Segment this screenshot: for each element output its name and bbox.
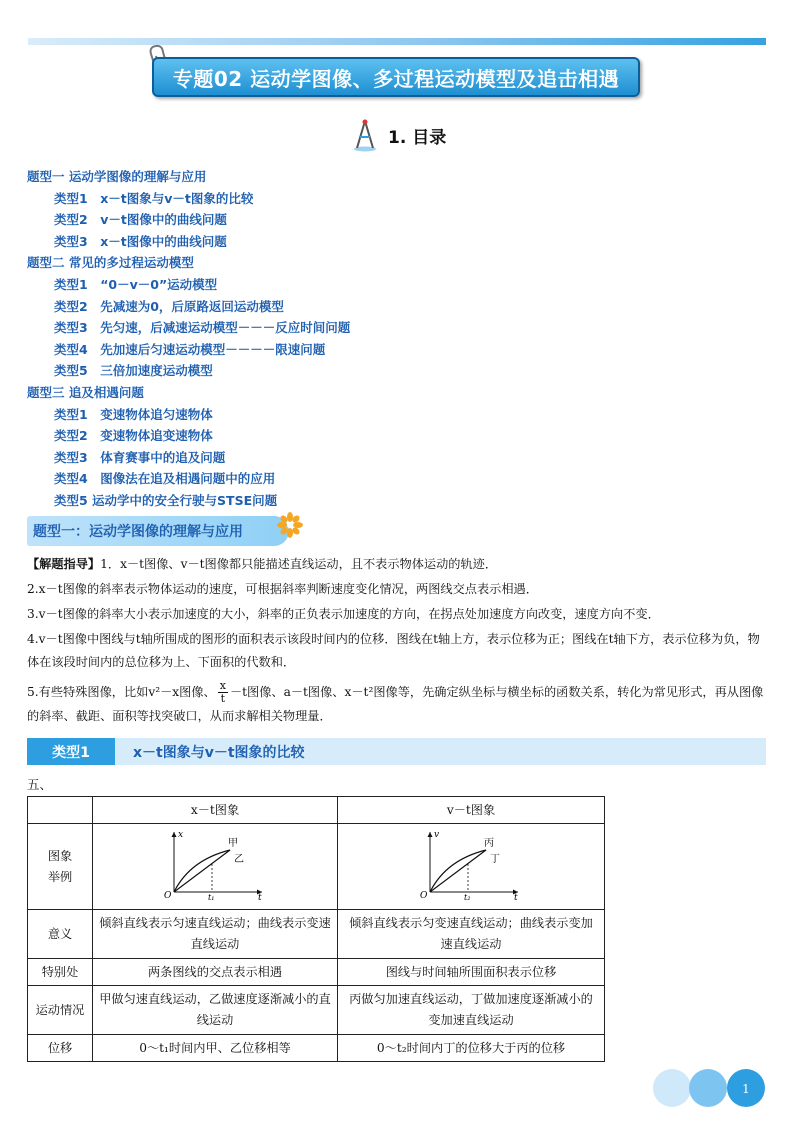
toc-item[interactable]: 类型1 “0－v－0”运动模型 bbox=[54, 276, 218, 292]
guide-p1: 【解题指导】1．x－t图像、v－t图像都只能描述直线运动，且不表示物体运动的轨迹． bbox=[27, 557, 498, 571]
page-number: 1 bbox=[742, 1082, 750, 1096]
type1-label: 类型1 bbox=[27, 738, 115, 765]
section-number: 五、 bbox=[27, 777, 53, 792]
vt-yaxis-label: v bbox=[434, 830, 440, 840]
guide-p2: 2.x－t图像的斜率表示物体运动的速度，可根据斜率判断速度变化情况，两图线交点表示相遇． bbox=[27, 582, 538, 596]
guide-p5: 5.有些特殊图像，比如v²－x图像、 $\frac{x}{t}$ －t图像、a－t图像、x－t²图像等，先确定纵坐标与横坐标的函数关系，转化为常见形式，再从图像的斜率、截距、面积等找突破口，从而求解相关物理量． bbox=[27, 679, 764, 723]
table-cell: 图象 举例 bbox=[28, 824, 93, 910]
table-header: x－t图象 bbox=[93, 797, 338, 824]
toc-item[interactable]: 类型2 变速物体追变速物体 bbox=[54, 428, 213, 444]
xt-tick: t₁ bbox=[208, 893, 215, 900]
toc-item[interactable]: 类型2 先减速为0，后原路返回运动模型 bbox=[54, 298, 284, 314]
table-row bbox=[28, 986, 605, 1035]
table-header bbox=[28, 797, 93, 824]
vt-label-a: 丙 bbox=[484, 838, 494, 849]
table-cell: 特别处 bbox=[28, 959, 93, 986]
vt-origin: O bbox=[420, 891, 428, 900]
table-cell: 图线与时间轴所围面积表示位移 bbox=[338, 959, 605, 986]
toc-item[interactable]: 类型1 x－t图象与v－t图象的比较 bbox=[54, 190, 254, 206]
title-banner bbox=[152, 57, 640, 97]
toc-item[interactable]: 类型4 图像法在追及相遇问题中的应用 bbox=[54, 471, 276, 487]
table-cell: 倾斜直线表示匀速直线运动；曲线表示变速直线运动 bbox=[93, 910, 338, 959]
xt-label-b: 乙 bbox=[234, 854, 244, 865]
table-cell: 丙做匀加速直线运动，丁做加速度逐渐减小的变加速直线运动 bbox=[338, 986, 605, 1035]
section-label: 题型一：运动学图像的理解与应用 bbox=[33, 524, 243, 540]
page-number-badge bbox=[652, 1068, 768, 1108]
type1-title: x－t图象与v－t图象的比较 bbox=[133, 744, 305, 761]
type1-bar bbox=[27, 738, 766, 765]
table-row bbox=[28, 1035, 605, 1062]
vt-tick: t₂ bbox=[464, 893, 471, 900]
toc-item[interactable]: 类型2 v－t图像中的曲线问题 bbox=[54, 212, 227, 228]
vt-label-b: 丁 bbox=[490, 854, 500, 865]
guide-p3: 3.v－t图像的斜率大小表示加速度的大小，斜率的正负表示加速度的方向，在拐点处加速度方向改变，速度方向不变． bbox=[27, 607, 660, 621]
compass-icon bbox=[352, 118, 378, 152]
toc-item[interactable]: 类型5 三倍加速度运动模型 bbox=[54, 363, 213, 379]
table-cell: 甲做匀速直线运动，乙做速度逐渐减小的直线运动 bbox=[93, 986, 338, 1035]
vt-graph bbox=[416, 826, 526, 900]
table-row bbox=[28, 797, 605, 824]
table-row bbox=[28, 910, 605, 959]
xt-graph bbox=[160, 826, 270, 900]
toc-item[interactable]: 类型1 变速物体追匀速物体 bbox=[54, 406, 213, 422]
vt-xaxis-label: t bbox=[514, 893, 518, 900]
flower-icon bbox=[277, 512, 303, 538]
toc-group-3[interactable]: 题型三 追及相遇问题 bbox=[27, 384, 144, 400]
toc-item[interactable]: 类型4 先加速后匀速运动模型－－－－限速问题 bbox=[54, 341, 326, 357]
toc-item[interactable]: 类型3 体育赛事中的追及问题 bbox=[54, 449, 226, 465]
toc-item[interactable]: 类型3 x－t图像中的曲线问题 bbox=[54, 233, 227, 249]
toc-title: 1. 目录 bbox=[388, 127, 447, 148]
guide-p4: 4.v－t图像中图线与t轴所围成的图形的面积表示该段时间内的位移．图线在t轴上方，表示位移为正；图线在t轴下方，表示位移为负，物体在该段时间内的总位移为上、下面积的代数和． bbox=[27, 632, 760, 669]
top-decor-bar bbox=[28, 38, 766, 45]
table-cell: 两条图线的交点表示相遇 bbox=[93, 959, 338, 986]
vt-graph-cell bbox=[338, 824, 605, 910]
xt-origin: O bbox=[164, 891, 172, 900]
table-cell: 倾斜直线表示匀变速直线运动；曲线表示变加速直线运动 bbox=[338, 910, 605, 959]
section-tag bbox=[27, 516, 289, 546]
toc-group-1[interactable]: 题型一 运动学图像的理解与应用 bbox=[27, 169, 207, 184]
toc-group-2[interactable]: 题型二 常见的多过程运动模型 bbox=[27, 255, 194, 271]
table-cell: 位移 bbox=[28, 1035, 93, 1062]
table-cell: 0～t₂时间内丁的位移大于丙的位移 bbox=[338, 1035, 605, 1062]
table-header: v－t图象 bbox=[338, 797, 605, 824]
toc-heading bbox=[352, 118, 446, 152]
guide-tag: 【解题指导】 bbox=[27, 557, 101, 571]
toc-item[interactable]: 类型3 先匀速，后减速运动模型－－－反应时间问题 bbox=[54, 320, 351, 336]
table-cell: 0～t₁时间内甲、乙位移相等 bbox=[93, 1035, 338, 1062]
xt-xaxis-label: t bbox=[258, 893, 262, 900]
toc-item[interactable]: 类型5 运动学中的安全行驶与STSE问题 bbox=[54, 492, 278, 508]
comparison-table bbox=[27, 796, 605, 1062]
table-row bbox=[28, 824, 605, 910]
xt-yaxis-label: x bbox=[178, 830, 184, 840]
table-cell: 意义 bbox=[28, 910, 93, 959]
page-title: 专题02 运动学图像、多过程运动模型及追击相遇 bbox=[172, 66, 620, 91]
xt-label-a: 甲 bbox=[228, 838, 238, 849]
xt-graph-cell bbox=[93, 824, 338, 910]
table-of-contents bbox=[27, 166, 350, 512]
table-cell: 运动情况 bbox=[28, 986, 93, 1035]
table-row bbox=[28, 959, 605, 986]
